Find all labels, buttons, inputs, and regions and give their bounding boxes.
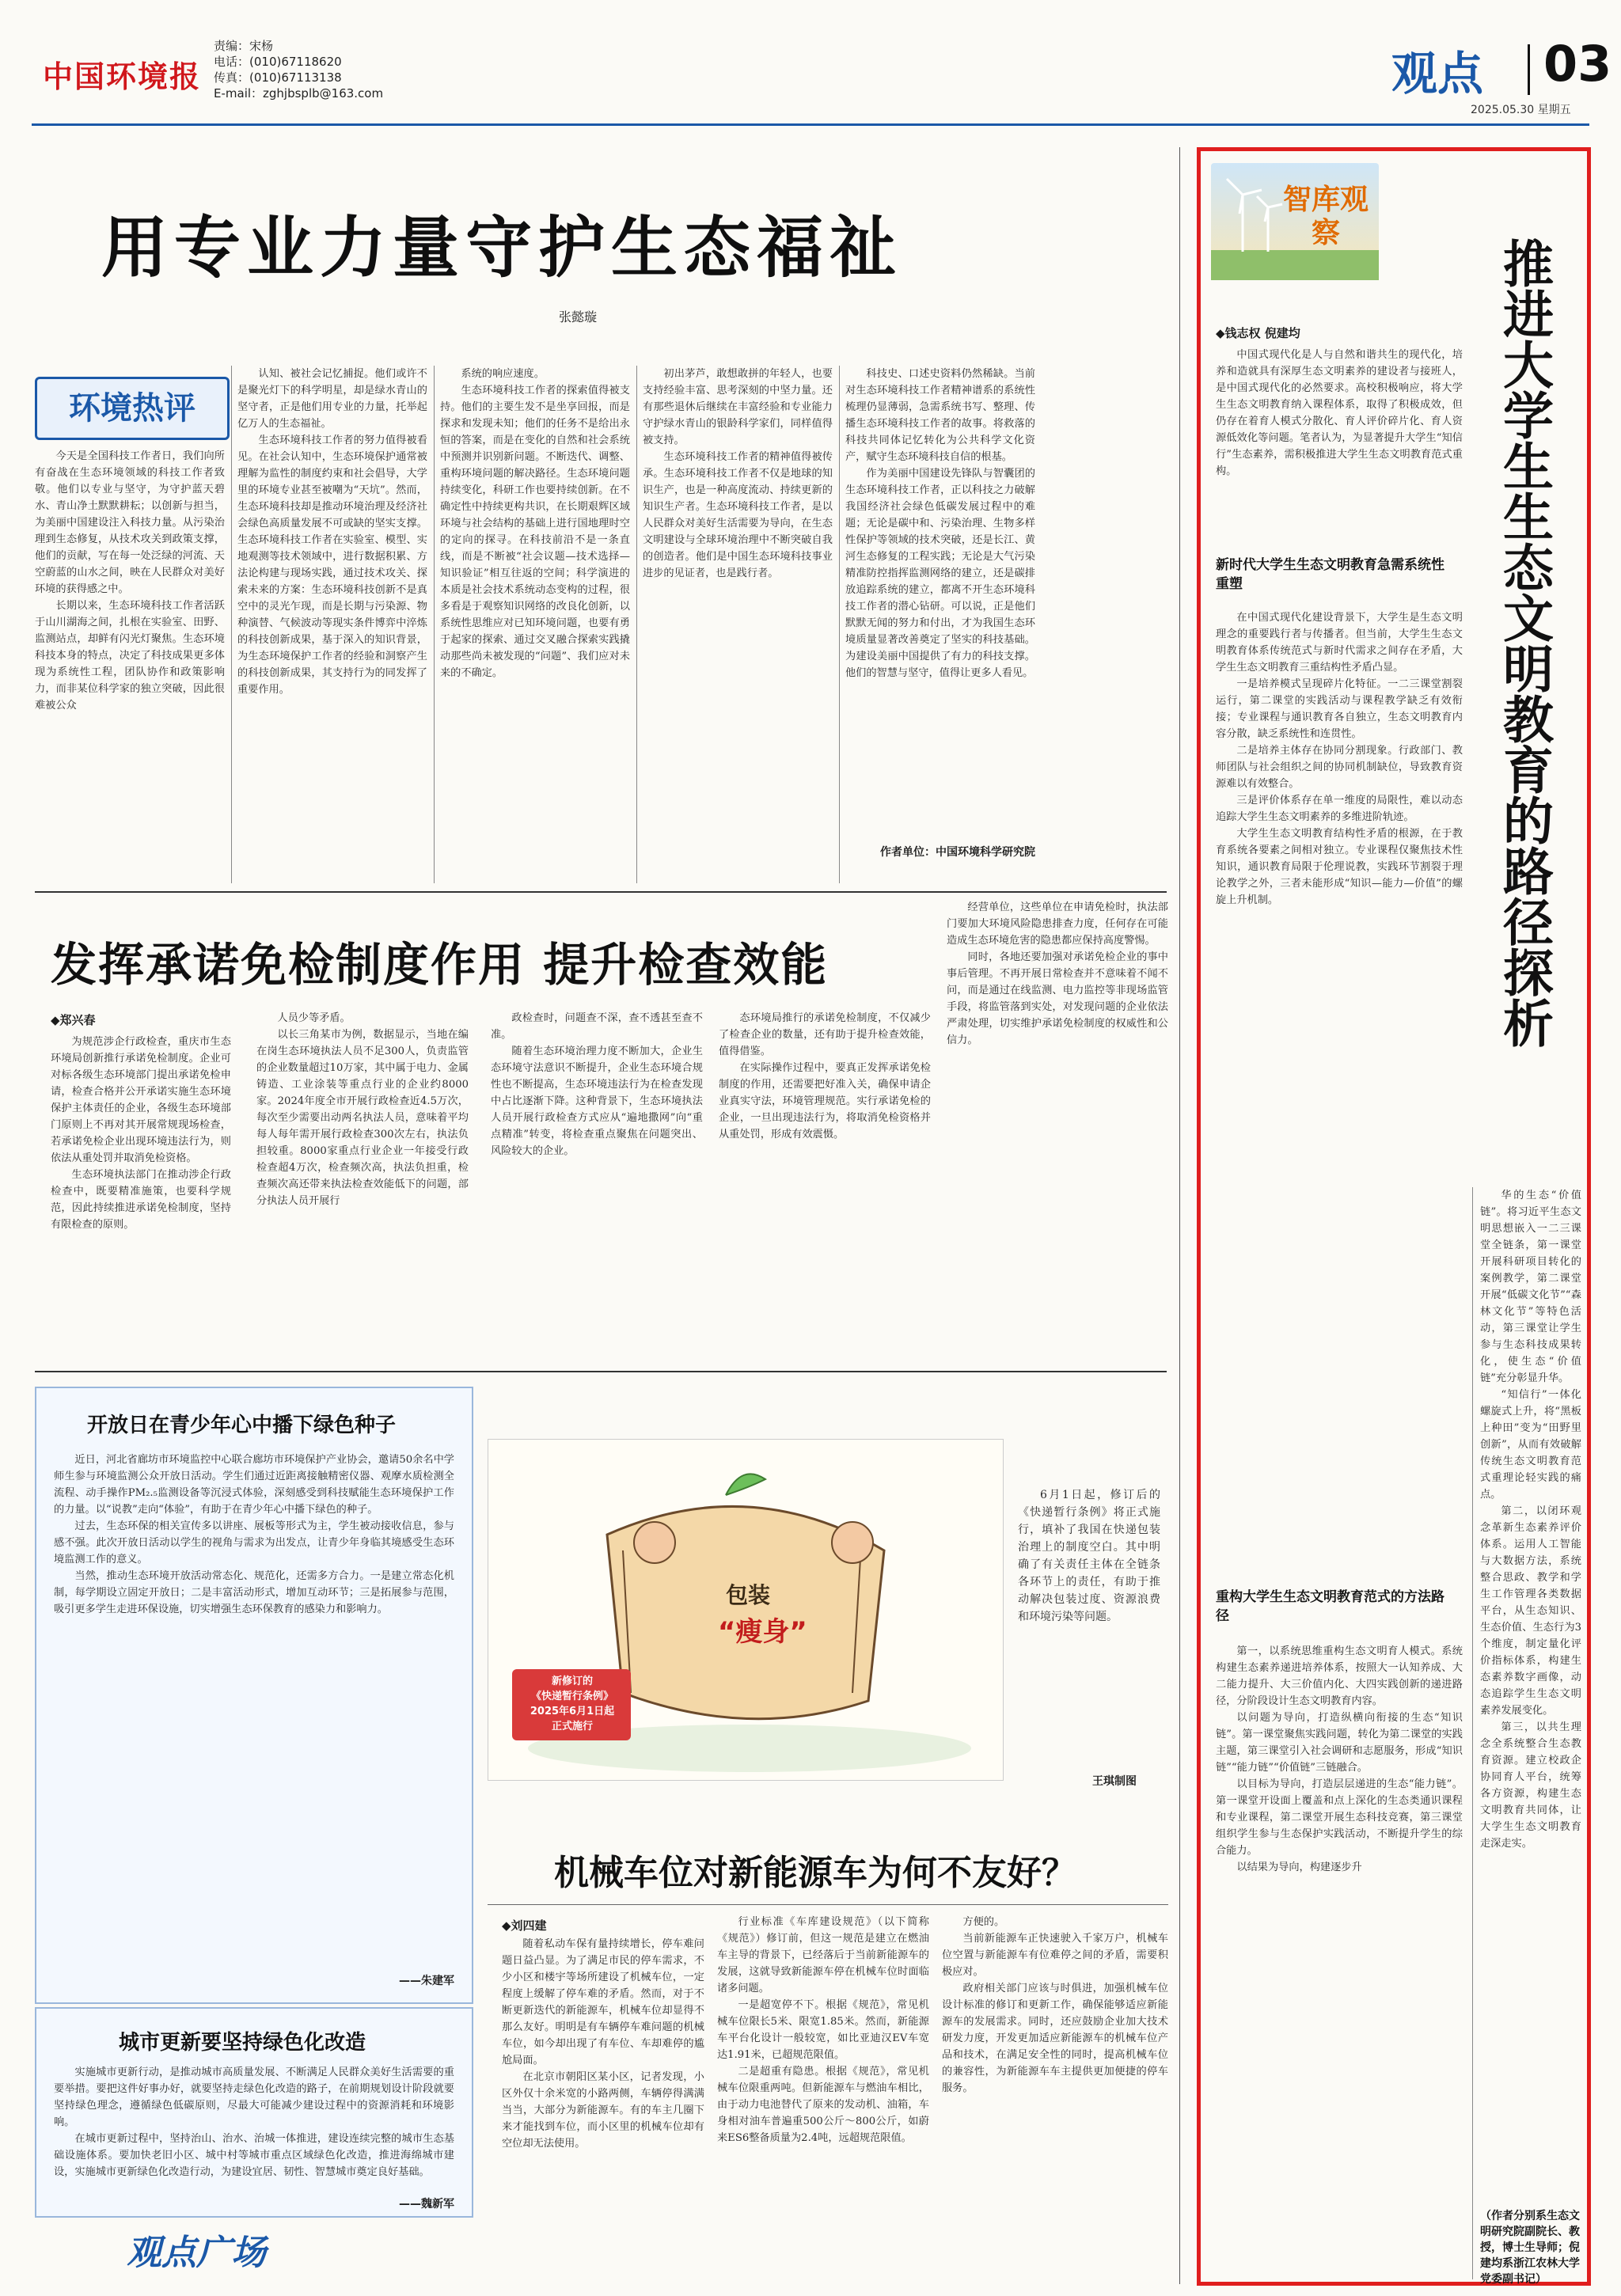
- article3-headline: 机械车位对新能源车为何不友好？: [554, 1853, 1076, 1893]
- column-rule: [434, 366, 435, 883]
- paragraph: 生态环境科技工作者的精神值得被传承。生态环境科技工作者不仅是地球的知识生产，也是一种高度流动、持续更新的知识生产者。生态环境科技工作者，是以人民群众对美好生活需要为导向，在生态文明建设与全球环境治理中不断突破自我的创造者。他们是中国生态环境科技事业进步的见证者，也是践行者。: [643, 451, 833, 579]
- paragraph: 当然，推动生态环境开放活动常态化、规范化，还需多方合力。一是建立常态化机制，每学期设立固定开放日；二是丰富活动形式，增加互动环节；三是拓展参与范围，吸引更多学生走进环保设施，切实增强生态环保教育的感染力和影响力。: [54, 1570, 454, 1615]
- paragraph: 生态环境科技工作者的探索值得被支持。他们的主要生发不是坐享回报，而是探求和发现未知；他们的任务不是给出永恒的答案，而是在变化的自然和社会系统中预测并识别新问题。不断迭代、调整、重构环境问题的解决路径。生态环境问题持续变化，科研工作也要持续创新。在不确定性中持续更构共识，在长期艰辉区域环境与社会结构的基础上进行国地理时空的定向的探寻。在科技前沿不是一条直线，而是不断被“社会议题—技术选择—知识验证”相互往返的空间；科学演进的本质是社会技术系统动态变构的过程，很多看是于观察知识网络的改良化创新，以系统性思维应对已知环境问题，也要有勇于起家的探索、通过交叉融合探索实践撬动那些尚未被发现的“问题”、我们应对未来的不确定。: [440, 385, 630, 679]
- paragraph: 科技史、口述史资料仍然稀缺。当前对生态环境科技工作者精神谱系的系统性梳理仍显薄弱，急需系统书写、整理、传播生态环境科技工作者的故事。将救落的科技共同体记忆转化为公共科学文化资产，赋守生态环境科技自信的根基。: [845, 368, 1035, 463]
- paragraph: 在中国式现代化建设背景下，大学生是生态文明理念的重要践行者与传播者。但当前，大学生生态文明教育体系传统范式与新时代需求之间存在矛盾，大学生生态文明教育三重结构性矛盾凸显。: [1216, 612, 1463, 674]
- column-rule: [1472, 1187, 1473, 2279]
- paragraph: 二是培养主体存在协同分割现象。行政部门、教师团队与社会组织之间的协同机制缺位，导致教育资源难以有效整合。: [1216, 745, 1463, 790]
- paragraph: 行业标准《车库建设规范》（以下简称《规范》）修订前，但这一规范是建立在燃油车主导的背景下，已经落后于当前新能源车的发展，这就导致新能源车停在机械车位时面临诸多问题。: [717, 1916, 929, 1994]
- paragraph: 华的生态“价值链”。将习近平生态文明思想嵌入一二三课堂全链条，第一课堂开展科研项目转化的案例教学，第二课堂开展“低碳文化节”“森林文化节”等特色活动，第三课堂让学生参与生态科技成果转化，使生态“价值链”充分彰显升华。: [1480, 1190, 1581, 1384]
- column-rule: [636, 366, 637, 883]
- paragraph: 生态环境执法部门在推动涉企行政检查中，既要精准施策，也要科学规范，因此持续推进承诺免检制度，坚持有限检查的原则。: [51, 1169, 231, 1231]
- box1-title: 开放日在青少年心中播下绿色种子: [87, 1414, 397, 1437]
- paragraph: 经营单位，这些单位在申请免检时，执法部门要加大环境风险隐患排查力度，任何存在可能造成生态环境危害的隐患都应保持高度警惕。: [947, 901, 1168, 947]
- paragraph: 中国式现代化是人与自然和谐共生的现代化，培养和造就具有深厚生态文明素养的建设者与接班人，是中国式现代化的必然要求。高校积极响应，将大学生生态文明教育纳入课程体系，取得了积极成效，但仍存在着育人模式分散化、育人评价碎片化、育人资源低效化等问题。笔者认为，为显著提升大学生“知信行”生态素养，需积极推进大学生生态文明教育范式重构。: [1216, 349, 1463, 477]
- tag-line: 正式施行: [551, 1721, 593, 1732]
- paragraph: 随着生态环境治理力度不断加大，企业生态环境守法意识不断提升，企业生态环境合规性也不断提高，生态环境违法行为在检查发现中占比逐渐下降。这种背景下，生态环境执法人员开展行政检查方式应从“遍地撒网”向“重点精准”转变，将检查重点聚焦在问题突出、风险较大的企业。: [491, 1046, 703, 1157]
- paragraph: 以目标为导向，打造层层递进的生态“能力链”。第一课堂开设面上覆盖和点上深化的生态类通识课程和专业课程，第二课堂开展生态科技竞赛，第三课堂组织学生参与生态保护实践活动，不断提升学生的综合能力。: [1216, 1778, 1463, 1857]
- box2-signature: ——魏新军: [399, 2198, 454, 2211]
- paragraph: 为规范涉企行政检查，重庆市生态环境局创新推行承诺免检制度。企业可对标各级生态环境部门提出承诺免检申请，检查合格并公开承诺实施生态环境保护主体责任的企业，各级生态环境部门原则上不再对其开展常规现场检查，若承诺免检企业出现环境违法行为，则依法从重处罚并取消免检资格。: [51, 1036, 231, 1164]
- article3-col3: [942, 1914, 1168, 2278]
- bag-label-bottom: “瘦身”: [718, 1616, 807, 1648]
- paragraph: 第一，以系统思维重构生态文明育人模式。系统构建生态素养递进培养体系，按照大一认知养成、大二能力提升、大三价值内化、大四实践创新的递进路径，分阶段设计生态文明教育内容。: [1216, 1645, 1463, 1707]
- article2-col1: [51, 1034, 231, 1363]
- section-banner: 观点广场: [127, 2233, 266, 2273]
- article4-subhead-2: 重构大学生生态文明教育范式的方法路径: [1216, 1589, 1444, 1624]
- article2-col3: [491, 1010, 703, 1363]
- paragraph: 长期以来，生态环境科技工作者活跃于山川湖海之间，扎根在实验室、田野、监测站点，却鲜有闪光灯聚焦。生态环境科技本身的特点，决定了科技成果更多体现为系统性工程，团队协作和政策影响力，而非某位科学家的独立突破，因此很难被公众: [35, 600, 225, 712]
- column-logo: [1211, 163, 1379, 280]
- paragraph: 过去，生态环保的相关宣传多以讲座、展板等形式为主，学生被动接收信息，参与感不强。此次开放日活动以学生的视角与需求为出发点，让青少年身临其境感受生态环境监测工作的意义。: [54, 1520, 454, 1565]
- paragraph: 以长三角某市为例，数据显示，当地在编在岗生态环境执法人员不足300人，负责监管的企业数量超过10万家，其中属于电力、金属铸造、工业涂装等重点行业的企业约8000家。2024年度全市开展行政检查近4.5万次，每次至少需要出动两名执法人员，意味着平均每人每年需开展行政检查300次左右，执法负担较重。8000家重点行业企业一年接受行政检查超4万次，检查频次高，执法负担重，检查频次高还带来执法检查效能低下的问题，部分执法人员开展行: [256, 1029, 469, 1207]
- box2-body: [54, 2064, 454, 2191]
- paragraph: 认知、被社会记忆捕捉。他们或许不是聚光灯下的科学明星，却是绿水青山的坚守者，正是他们用专业的力量，托举起亿万人的生态福祉。: [237, 368, 427, 430]
- paragraph: 三是评价体系存在单一维度的局限性，难以动态追踪大学生生态文明素养的多维进阶轨迹。: [1216, 795, 1463, 823]
- bag-label-top: 包装: [726, 1582, 771, 1608]
- paragraph: 在北京市朝阳区某小区，记者发现，小区外仅十余米宽的小路两侧，车辆停得满满当当，大部分为新能源车。有的车主几圈下来才能找到车位，而小区里的机械车位却有空位却无法使用。: [502, 2071, 704, 2150]
- editor-line: 责编：宋杨: [214, 39, 274, 53]
- email-line: E-mail：zghjbsplb@163.com: [214, 86, 384, 101]
- hand-left-icon: [634, 1522, 675, 1563]
- article1-col4: [643, 366, 833, 883]
- paragraph: 一是培养模式呈现碎片化特征。一二三课堂割裂运行，第二课堂的实践活动与课程教学缺乏有效衔接；专业课程与通识教育各自独立，生态文明教育内容分散，缺乏系统性和连贯性。: [1216, 678, 1463, 740]
- paragraph: 实施城市更新行动，是推动城市高质量发展、不断满足人民群众美好生活需要的重要举措。要把这件好事办好，就要坚持走绿色化改造的路子，在前期规划设计阶段就要坚持绿色理念，遵循绿色低碳原则，尽最大可能减少建设过程中的资源消耗和环境影响。: [54, 2066, 454, 2128]
- article3-col1: [502, 1936, 704, 2278]
- author-bio: （作者分别系生态文明研究院副院长、教授，博士生导师；倪建均系浙江农林大学党委副书记）: [1480, 2210, 1580, 2286]
- column-label: 环境热评: [69, 390, 196, 427]
- paragraph: 今天是全国科技工作者日，我们向所有奋战在生态环境领域的科技工作者致敬。他们以专业与坚守，为守护蓝天碧水、青山净土默默耕耘；以创新与担当，为美丽中国建设注入科技力量。从污染治理到生态修复，从技术攻关到政策支撑，他们的贡献，写在每一处泛绿的河流、天空蔚蓝的山水之间，映在人民群众对美好环境的获得感之中。: [35, 450, 225, 595]
- tag-line: 《快递暂行条例》: [530, 1691, 613, 1702]
- fax-line: 传真：(010)67113138: [214, 70, 342, 85]
- paragraph: “知信行”一体化螺旋式上升，将“黑板上种田”变为“田野里创新”，从而有效破解传统生态文明教育范式重理论轻实践的痛点。: [1480, 1389, 1581, 1501]
- column-logo-text: 智库观察: [1282, 184, 1369, 249]
- article2-col4: [719, 1010, 931, 1363]
- article1-col3: [440, 366, 630, 883]
- issue-date: 2025.05.30 星期五: [1471, 104, 1571, 116]
- paragraph: 第二，以闭环观念革新生态素养评价体系。运用人工智能与大数据方法，系统整合思政、教学和学生工作管理各类数据平台，从生态知识、生态价值、生态行为3个维度，制定量化评价指标体系，构建生态素养数字画像，动态追踪学生生态文明素养发展变化。: [1480, 1505, 1581, 1717]
- box2-title: 城市更新要坚持绿色化改造: [119, 2031, 366, 2055]
- paragraph: 在城市更新过程中，坚持治山、治水、治城一体推进，建设连续完整的城市生态基础设施体系。要加快老旧小区、城中村等城市重点区域绿色化改造，推进海绵城市建设，实施城市更新绿色化改造行动，为建设宜居、韧性、智慧城市奠定良好基础。: [54, 2133, 454, 2178]
- article1-signature: 作者单位：中国环境科学研究院: [880, 846, 1035, 859]
- article4-headline: 推进大学生生态文明教育的路径探析: [1494, 237, 1553, 1048]
- tag-line: 新修订的: [551, 1676, 593, 1687]
- article1-headline: 用专业力量守护生态福祉: [101, 209, 903, 287]
- paragraph: 人员少等矛盾。: [277, 1012, 351, 1024]
- masthead-rule: [32, 123, 1589, 126]
- section-rule: [35, 1371, 1167, 1372]
- article4-section2: [1216, 1643, 1463, 2276]
- article4-byline: ◆钱志权 倪建均: [1216, 326, 1300, 340]
- box1-body: [54, 1452, 454, 1958]
- sidebar-box-1: [35, 1387, 473, 2004]
- article2-headline: 发挥承诺免检制度作用 提升检查效能: [51, 938, 829, 992]
- paragraph: 政府相关部门应该与时俱进，加强机械车位设计标准的修订和更新工作，确保能够适应新能源车的发展需求。同时，还应鼓励企业加大技术研发力度，开发更加适应新能源车的机械车位产品和技术，在满足安全性的同时，提高机械车位的兼容性，为新能源车车主提供更加便捷的停车服务。: [942, 1983, 1168, 2094]
- column-label-box: [35, 377, 230, 440]
- paragraph: 大学生生态文明教育结构性矛盾的根源，在于教育系统各要素之间相对独立。专业课程仅聚焦技术性知识，通识教育局限于伦理说教，实践环节割裂于理论教学之外，三者未能形成“知识—能力—价值”的螺旋上升机制。: [1216, 828, 1463, 906]
- section-name: 观点: [1391, 47, 1484, 101]
- cartoon-illustration: [488, 1439, 1004, 1781]
- tag-text: [515, 1674, 629, 1734]
- paragraph: 以结果为导向，构建逐步升: [1236, 1861, 1362, 1873]
- section-divider: [1528, 44, 1530, 95]
- article4-subhead-1: 新时代大学生生态文明教育急需系统性重塑: [1216, 557, 1444, 592]
- article1-col1: [35, 448, 225, 883]
- box1-signature: ——朱建军: [399, 1975, 454, 1987]
- paragraph: 以问题为导向，打造纵横向衔接的生态“知识链”。第一课堂聚焦实践问题，转化为第二课堂的实践主题，第三课堂引入社会调研和志愿服务，形成“知识链”“能力链”“价值链”三链融合。: [1216, 1712, 1463, 1774]
- section-rule: [35, 891, 1167, 893]
- paragraph: 政检查时，问题查不深，查不透甚至查不准。: [491, 1012, 703, 1041]
- paragraph: 方便的。: [962, 1916, 1005, 1928]
- hand-right-icon: [832, 1522, 873, 1563]
- paragraph: 系统的响应速度。: [461, 368, 545, 380]
- illustration-caption: [1018, 1486, 1160, 1768]
- masthead-info: [214, 38, 383, 101]
- column-rule: [231, 366, 232, 883]
- paragraph: 当前新能源车正快速驶入千家万户，机械车位空置与新能源车有位难停之间的矛盾，需要积极应对。: [942, 1933, 1168, 1978]
- page-number: 03: [1543, 35, 1612, 93]
- paragraph: 初出茅芦，敢想敢拼的年轻人，也要支持经验丰富、思考深刻的中坚力量。还有那些退休后继续在丰富经验和专业能力守护绿水青山的银龄科学家们，同样值得被支持。: [643, 368, 833, 446]
- column-rule: [1179, 147, 1180, 2284]
- article4-section1: [1216, 609, 1463, 1584]
- paragraph: 第三，以共生理念全系统整合生态教育资源。建立校政企协同育人平台，统筹各方资源，构建生态文明教育共同体，让大学生生态文明教育走深走实。: [1480, 1721, 1581, 1850]
- paragraph: 近日，河北省廊坊市环境监控中心联合廊坊市环境保护产业协会，邀请50余名中学师生参与环境监测公众开放日活动。学生们通过近距离接触精密仪器、观摩水质检测全流程、动手操作PM₂.₅监测设备等沉浸式体验，深刻感受到科技赋能生态环境保护工作的力量。以“说教”走向“体验”，有助于在青少年心中播下绿色的种子。: [54, 1454, 454, 1516]
- paragraph: 随着私动车保有量持续增长，停车难问题日益凸显。为了满足市民的停车需求，不少小区和楼宇等场所建设了机械车位，一定程度上缓解了停车难的矛盾。然而，对于不断更新迭代的新能源车，机械车位却显得不那么友好。明明是有车辆停车难问题的机械车位，如今却出现了有车位、车却难停的尴尬局面。: [502, 1938, 704, 2066]
- article2-col5: [947, 899, 1168, 1363]
- paragraph: 态环境局推行的承诺免检制度，不仅减少了检查企业的数量，还有助于提升检查效能，值得借鉴。: [719, 1012, 931, 1057]
- article3-col2: [717, 1914, 929, 2278]
- article3-byline: ◆刘四建: [502, 1918, 547, 1933]
- article2-byline: ◆郑兴春: [51, 1013, 96, 1027]
- paragraph: 在实际操作过程中，要真正发挥承诺免检制度的作用，还需要把好准入关，确保申请企业真实守法，环境管理规范。实行承诺免检的企业，一旦出现违法行为，将取消免检资格并从重处罚，形成有效震慑。: [719, 1062, 931, 1140]
- section-rule: [488, 1904, 1168, 1905]
- phone-line: 电话：(010)67118620: [214, 55, 342, 69]
- paragraph: 生态环境科技工作者的努力值得被看见。在社会认知中，生态环境保护通常被理解为监性的制度约束和社会倡导，大学里的环境专业甚至被嘲为“天坑”。然而，生态环境科技却是推动环境治理及经济社会绿色高质量发展不可或缺的坚实支撑。生态环境科技工作者在实验室、模型、实地观测等技术领域中，进行数据积累、方法论构建与现场实践，通过技术攻关、探索未来的方案：生态环境科技创新不是真空中的灵光乍现，而是长期与污染源、物种演替、气候波动等现实条件博弈中淬炼的科技创新成果，基于深入的知识背景，为生态环境保护工作者的经验和洞察产生的科技创新成果，其支持行为的同发挥了重要作用。: [237, 435, 427, 696]
- article4-intro: [1216, 347, 1463, 548]
- paragraph: 同时，各地还要加强对承诺免检企业的事中事后管理。不再开展日常检查并不意味着不闻不问，而是通过在线监测、电力监控等非现场监管手段，将监管落到实处，对发现问题的企业依法严肃处理，切实维护承诺免检制度的权威性和公信力。: [947, 951, 1168, 1046]
- paragraph: 6月1日起，修订后的《快递暂行条例》将正式施行，填补了我国在快递包装治理上的制度空白。其中明确了有关责任主体在全链条各环节上的责任，有助于推动解决包装过度、资源浪费和环境污染等问题。: [1018, 1489, 1160, 1623]
- article1-byline: 张懿璇: [559, 309, 598, 324]
- article1-col5: [845, 366, 1035, 841]
- paragraph: 作为美丽中国建设先锋队与智囊团的生态环境科技工作者，正以科技之力破解我国经济社会绿色低碳发展过程中的难题；无论是碳中和、污染治理、生物多样性保护等领域的技术突破，还是长江、黄河生态修复的工程实践；无论是大气污染精准防控指挥监测网络的建立，还是碳排放追踪系统的建立，都离不开生态环境科技工作者的潜心钻研。可以说，正是他们默默无闻的努力和付出，才为我国生态环境质量显著改善奠定了坚实的科技基础。为建设美丽中国提供了有力的科技支撑。他们的智慧与坚守，值得让更多人看见。: [845, 468, 1035, 679]
- article1-col2: [237, 366, 427, 883]
- article2-col2: [256, 1010, 469, 1363]
- newspaper-logo: 中国环境报: [43, 59, 202, 94]
- column-rule: [839, 366, 840, 883]
- sidebar-box-2: [35, 2007, 473, 2218]
- article4-col-right: [1480, 1187, 1581, 2200]
- paragraph: 一是超宽停不下。根据《规范》，常见机械车位限长5米、限宽1.85米。然而，新能源车平台化设计一般较宽，如比亚迪汉EV车宽达1.91米，已超规范限值。: [717, 1999, 929, 2061]
- paragraph: 二是超重有隐患。根据《规范》，常见机械车位限重两吨。但新能源车与燃油车相比，由于动力电池替代了原来的发动机、油箱，车身相对油车普遍重500公斤～800公斤，如蔚来ES6整备质量为2.4吨，远超规范限值。: [717, 2066, 929, 2144]
- tag-line: 2025年6月1日起: [530, 1706, 615, 1717]
- illustration-credit: 王琪制图: [1092, 1775, 1137, 1788]
